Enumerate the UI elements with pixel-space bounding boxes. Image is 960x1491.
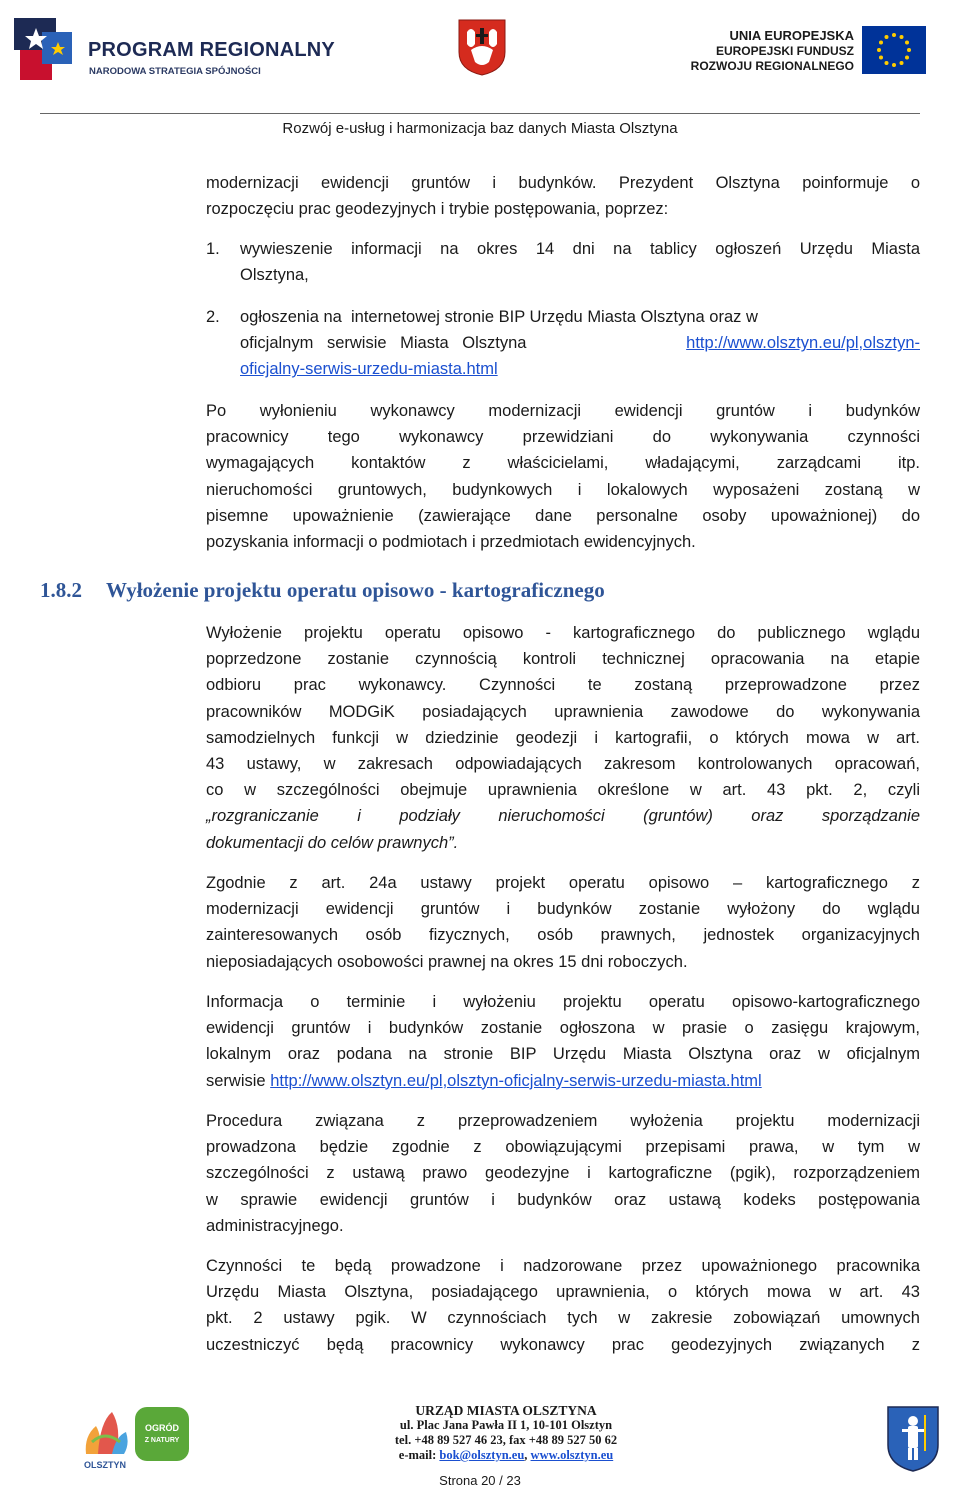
inspection-line: pracowników MODGiK posiadających uprawnienia zawodowe do wykonywania bbox=[206, 702, 920, 721]
program-regionalny-emblem-icon bbox=[12, 10, 76, 82]
bip-link-part-1[interactable]: http://www.olsztyn.eu/pl,olsztyn- bbox=[686, 334, 920, 353]
website-footer-link[interactable]: www.olsztyn.eu bbox=[530, 1448, 614, 1462]
list-item-2-line-3 bbox=[240, 356, 920, 382]
inspection-quote-line: „rozgraniczanie i podziały nieruchomości (gruntów) oraz sporządzanie bbox=[206, 807, 920, 826]
list-item-2 bbox=[240, 304, 920, 383]
garden-of-nature-logo bbox=[135, 1407, 189, 1461]
olsztyn-city-logo bbox=[78, 1402, 132, 1474]
list-item-2-line-2 bbox=[240, 330, 920, 356]
office-contacts bbox=[340, 1448, 672, 1463]
bip-link-part-2[interactable]: oficjalny-serwis-urzedu-miasta.html bbox=[240, 360, 498, 379]
inspection-line: odbioru prac wykonawcy. Czynności te zostaną przeprowadzone przez bbox=[206, 676, 920, 695]
section-number: 1.8.2 bbox=[40, 578, 82, 602]
intro-line-1: modernizacji ewidencji gruntów i budynków. Prezydent Olsztyna poinformuje o bbox=[206, 174, 920, 192]
office-phone: tel. +48 89 527 46 23, fax +48 89 527 50 62 bbox=[394, 1433, 618, 1447]
program-title: PROGRAM REGIONALNY bbox=[88, 39, 335, 61]
info-line: Informacja o terminie i wyłożeniu projektu operatu opisowo-kartograficznego bbox=[206, 993, 920, 1011]
inspection-line: samodzielnych funkcji w dziedzinie geodezji i kartografii, o których mowa w art. bbox=[206, 728, 920, 747]
inspection-quote-line: dokumentacji do celów prawnych”. bbox=[206, 833, 459, 852]
contractor-line: pisemne upoważnienie (zawierające dane personalne osoby upoważnionej) do bbox=[206, 506, 920, 525]
art24a-line: nieposiadających osobowości prawnej na okres 15 dni roboczych. bbox=[206, 952, 688, 971]
inspection-line: 43 ustawy, w zakresach odpowiadających zakresom kontrolowanych opracowań, bbox=[206, 755, 920, 774]
contractor-line: pracownicy tego wykonawcy przewidziani do wykonywania czynności bbox=[206, 428, 920, 447]
eu-fund-logo bbox=[690, 24, 950, 80]
program-subtitle: NARODOWA STRATEGIA SPÓJNOŚCI bbox=[89, 66, 261, 77]
list-item-2-text: oficjalnym serwisie Miasta Olsztyna bbox=[240, 334, 527, 353]
inspection-paragraph bbox=[206, 620, 920, 856]
inspection-line: Wyłożenie projektu operatu opisowo - kartograficznego do publicznego wglądu bbox=[206, 624, 920, 642]
inspection-line: co w szczególności obejmuje uprawnienia określone w art. 43 pkt. 2, czyli bbox=[206, 781, 920, 800]
procedure-line: szczególności z ustawą prawo geodezyjne i kartograficzne (pgik), rozporządzeniem bbox=[206, 1164, 920, 1183]
section-title: Wyłożenie projektu operatu opisowo - kartograficznego bbox=[106, 578, 605, 602]
list-number-2: 2. bbox=[206, 308, 220, 326]
list-item-1-line-2: Olsztyna, bbox=[240, 266, 309, 285]
intro-paragraph bbox=[206, 170, 920, 222]
info-line: ewidencji gruntów i budynków zostanie ogłoszona w prasie o zasięgu krajowym, bbox=[206, 1019, 920, 1038]
list-item-2-line-1: ogłoszenia na internetowej stronie BIP Urzędu Miasta Olsztyna oraz w bbox=[240, 308, 758, 326]
art24a-line: modernizacji ewidencji gruntów i budynków zostanie wyłożony do wglądu bbox=[206, 900, 920, 919]
procedure-line: prowadzona będzie zgodnie z obowiązującymi przepisami prawa, w tym w bbox=[206, 1138, 920, 1157]
art24a-line: Zgodnie z art. 24a ustawy projekt operatu opisowo – kartograficznego z bbox=[206, 874, 920, 892]
art24a-line: zainteresowanych osób fizycznych, osób prawnych, jednostek organizacyjnych bbox=[206, 926, 920, 945]
inspection-line: poprzedzone zostanie czynnością kontroli technicznej opracowania na etapie bbox=[206, 650, 920, 669]
header-divider bbox=[40, 113, 920, 114]
office-name: URZĄD MIASTA OLSZTYNA bbox=[415, 1403, 597, 1418]
document-header-title: Rozwój e-usług i harmonizacja baz danych Miasta Olsztyna bbox=[282, 120, 678, 137]
activities-line: Czynności te będą prowadzone i nadzorowane przez upoważnionego pracownika bbox=[206, 1257, 920, 1275]
section-heading bbox=[40, 578, 605, 603]
eu-line-2: EUROPEJSKI FUNDUSZ bbox=[715, 44, 854, 58]
contractor-paragraph bbox=[206, 398, 920, 555]
email-label: e-mail: bbox=[398, 1448, 440, 1462]
program-regionalny-logo bbox=[12, 10, 342, 82]
contractor-line: Po wyłonieniu wykonawcy modernizacji ewidencji gruntów i budynków bbox=[206, 402, 920, 420]
activities-line: uczestniczyć będą pracownicy wykonawcy prac geodezyjnych związanych z bbox=[206, 1335, 920, 1354]
activities-paragraph bbox=[206, 1253, 920, 1358]
footer-contact-block bbox=[340, 1403, 672, 1463]
garden-logo-line-1: OGRÓD bbox=[144, 1423, 180, 1433]
info-paragraph bbox=[206, 989, 920, 1094]
procedure-paragraph bbox=[206, 1108, 920, 1239]
eu-line-3: ROZWOJU REGIONALNEGO bbox=[690, 59, 854, 73]
website-link[interactable]: http://www.olsztyn.eu/pl,olsztyn-oficjalny-serwis-urzedu-miasta.html bbox=[270, 1071, 762, 1090]
intro-line-2: rozpoczęciu prac geodezyjnych i trybie postępowania, poprzez: bbox=[206, 200, 669, 219]
contractor-line: nieruchomości gruntowych, budynkowych i lokalowych wyposażeni zostaną w bbox=[206, 480, 920, 499]
list-item-1 bbox=[240, 236, 920, 288]
email-link[interactable]: bok@olsztyn.eu bbox=[439, 1448, 525, 1462]
art24a-paragraph bbox=[206, 870, 920, 975]
info-line: lokalnym oraz podana na stronie BIP Urzędu Miasta Olsztyna oraz w oficjalnym bbox=[206, 1045, 920, 1064]
olsztyn-coat-of-arms-icon bbox=[886, 1405, 940, 1473]
eu-flag-icon bbox=[862, 26, 926, 74]
office-address: ul. Plac Jana Pawła II 1, 10-101 Olsztyn bbox=[399, 1418, 613, 1432]
list-item-1-line-1: wywieszenie informacji na okres 14 dni na tablicy ogłoszeń Urzędu Miasta bbox=[240, 240, 920, 258]
list-number-1: 1. bbox=[206, 240, 220, 258]
activities-line: Urzędu Miasta Olsztyna, posiadającego uprawnienia, o których mowa w art. 43 bbox=[206, 1283, 920, 1302]
contractor-line: wymagających kontaktów z właścicielami, władającymi, zarządcami itp. bbox=[206, 454, 920, 473]
contact-separator: , bbox=[524, 1448, 531, 1462]
garden-logo-line-2: Z NATURY bbox=[144, 1437, 180, 1444]
eu-line-1: UNIA EUROPEJSKA bbox=[729, 28, 854, 43]
voivodeship-crest-icon bbox=[457, 18, 507, 76]
procedure-line: Procedura związana z przeprowadzeniem wyłożenia projektu modernizacji bbox=[206, 1112, 920, 1130]
activities-line: pkt. 2 ustawy pgik. W czynnościach tych w zakresie zobowiązań umownych bbox=[206, 1309, 920, 1328]
procedure-line: administracyjnego. bbox=[206, 1216, 344, 1235]
city-logo-text: OLSZTYN bbox=[84, 1460, 126, 1470]
contractor-line: pozyskania informacji o podmiotach i przedmiotach ewidencyjnych. bbox=[206, 533, 696, 552]
info-serwis-text: serwisie bbox=[206, 1071, 271, 1090]
procedure-line: w sprawie ewidencji gruntów i budynków oraz ustawą kodeks postępowania bbox=[206, 1190, 920, 1209]
page-number: Strona 20 / 23 bbox=[439, 1473, 521, 1488]
info-line-last bbox=[206, 1068, 920, 1094]
